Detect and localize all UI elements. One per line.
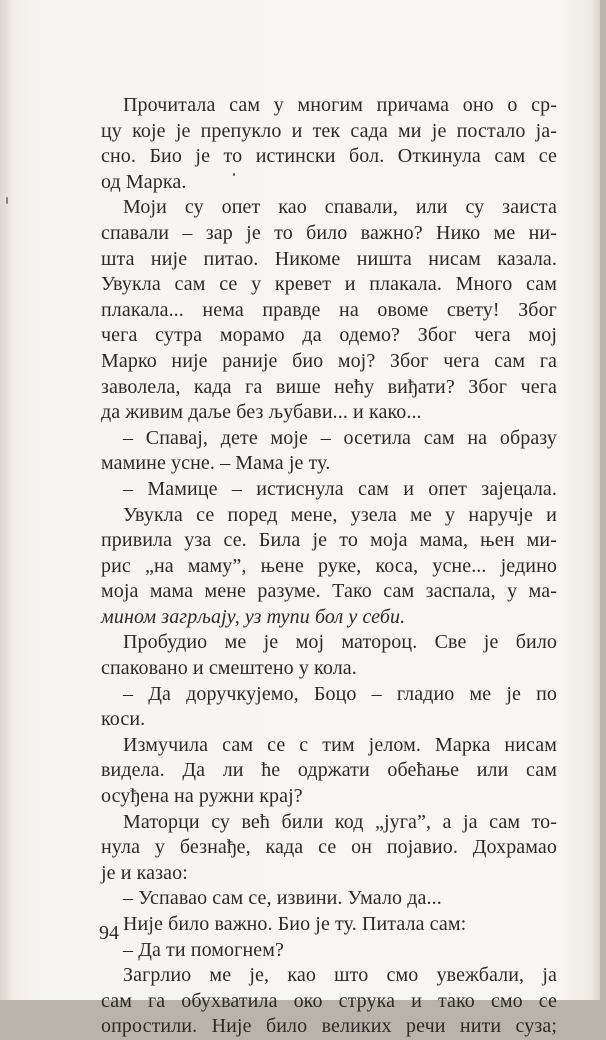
text-line: мином загрљају, уз тупи бол у себи. — [101, 605, 406, 628]
text-line: шта није питао. Никоме ништа нисам казала. — [101, 247, 557, 270]
text-line: нула у безнађе, када се он појавио. Дохрамао — [101, 836, 557, 859]
text-line: Загрлио ме је, као што смо увежбали, ја — [123, 964, 557, 987]
text-line: – Да ти помогнем? — [123, 938, 284, 961]
text-line: цу које је препукло и тек сада ми је постало ја- — [101, 119, 557, 142]
page-number: 94 — [99, 922, 119, 944]
text-line: коси. — [101, 708, 146, 731]
text-line: Измучила сам се с тим јелом. Марка нисам — [123, 733, 557, 756]
text-line: – Успавао сам се, извини. Умало да... — [123, 887, 442, 910]
text-line: Увукла сам се у кревет и плакала. Много сам — [101, 273, 557, 296]
text-line: плакала... нема правде на овоме свету! Због — [101, 298, 557, 321]
text-line: спавали – зар је то било важно? Нико ме ни- — [101, 221, 557, 244]
text-line: рис „на маму”, њене руке, коса, усне... једино — [101, 554, 557, 577]
text-line: осуђена на ружни крај? — [101, 785, 303, 808]
body-text — [101, 93, 557, 1040]
text-line: је и казао: — [101, 861, 188, 884]
text-line: Моји су опет као спавали, или су заиста — [123, 196, 557, 219]
text-line: опростили. Није било великих речи нити суза; — [101, 1015, 557, 1038]
text-line: моја мама мене разуме. Тако сам заспала, у ма- — [101, 580, 557, 603]
text-line: Марко није раније био мој? Због чега сам га — [101, 349, 557, 372]
text-line: видела. Да ли ће одржати обећање или сам — [101, 759, 557, 782]
text-line: спаковано и смештено у кола. — [101, 657, 357, 680]
text-line: заволела, када га више нећу виђати? Због чега — [101, 375, 557, 398]
ink-speck — [6, 197, 8, 204]
text-line: чега сутра морамо да одемо? Због чега мој — [101, 324, 557, 347]
text-line: привила уза се. Била је то моја мама, њен ми- — [101, 529, 557, 552]
text-line: сно. Био је то истински бол. Откинула сам се — [101, 145, 557, 168]
text-line: Маторци су већ били код „југа”, а ја сам то- — [123, 810, 557, 833]
text-line: од Марка. — [101, 170, 187, 193]
text-line: Увукла се поред мене, узела ме у наручје и — [123, 503, 557, 526]
text-line: мамине усне. – Мама је ту. — [101, 452, 331, 475]
text-line: – Спавај, дете моје – осетила сам на образу — [123, 426, 557, 449]
text-line: – Да доручкујемо, Боцо – гладио ме је по — [123, 682, 557, 705]
text-line: Није било важно. Био је ту. Питала сам: — [123, 913, 467, 935]
text-line: Пробудио ме је мој матороц. Све је било — [123, 631, 557, 654]
text-line: – Мамице – истиснула сам и опет зајецала. — [123, 477, 557, 500]
text-line: да живим даље без љубави... и како... — [101, 401, 422, 424]
text-line: сам га обухватила око струка и тако смо се — [101, 989, 557, 1012]
text-line: Прочитала сам у многим причама оно о ср- — [123, 94, 557, 116]
